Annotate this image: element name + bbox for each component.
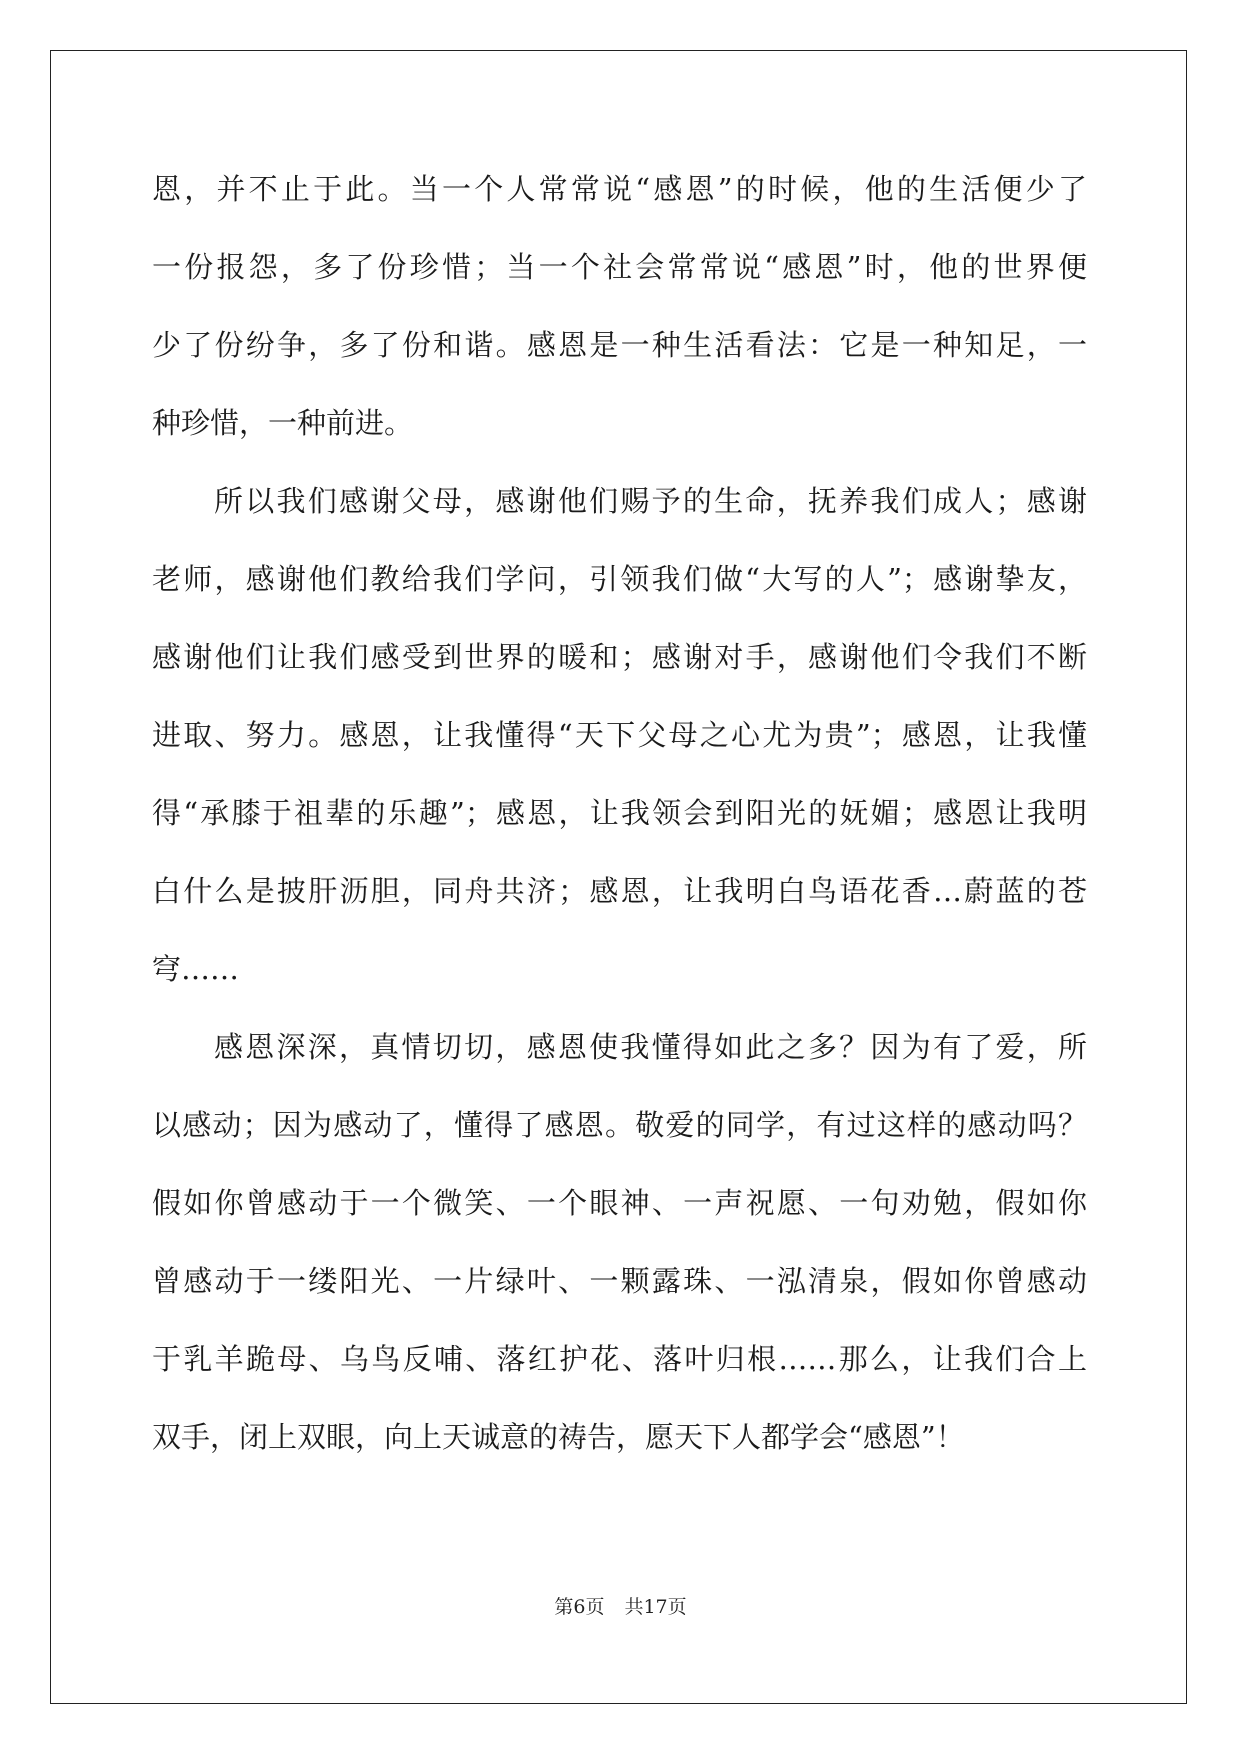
text-line: 于乳羊跪母、乌鸟反哺、落红护花、落叶归根……那么，让我们合上 xyxy=(152,1342,1087,1376)
text-line: 感恩深深，真情切切，感恩使我懂得如此之多？因为有了爱，所 xyxy=(214,1030,1087,1064)
page-footer xyxy=(0,1592,1241,1619)
text-line: 进取、努力。感恩，让我懂得“天下父母之心尤为贵”；感恩，让我懂 xyxy=(152,718,1087,752)
text-line: 一份报怨，多了份珍惜；当一个社会常常说“感恩”时，他的世界便 xyxy=(152,250,1087,284)
text-line: 曾感动于一缕阳光、一片绿叶、一颗露珠、一泓清泉，假如你曾感动 xyxy=(152,1264,1087,1298)
page-number: 第6页 xyxy=(554,1596,605,1618)
page-total: 共17页 xyxy=(624,1596,687,1618)
text-line: 所以我们感谢父母，感谢他们赐予的生命，抚养我们成人；感谢 xyxy=(214,484,1087,518)
text-line: 感谢他们让我们感受到世界的暖和；感谢对手，感谢他们令我们不断 xyxy=(152,640,1087,674)
text-line: 以感动；因为感动了，懂得了感恩。敬爱的同学，有过这样的感动吗？ xyxy=(152,1108,1087,1142)
text-line: 假如你曾感动于一个微笑、一个眼神、一声祝愿、一句劝勉，假如你 xyxy=(152,1186,1087,1220)
text-line: 少了份纷争，多了份和谐。感恩是一种生活看法：它是一种知足，一 xyxy=(152,328,1087,362)
text-line: 得“承膝于祖辈的乐趣”；感恩，让我领会到阳光的妩媚；感恩让我明 xyxy=(152,796,1087,830)
text-line: 种珍惜，一种前进。 xyxy=(152,406,414,440)
text-line: 老师，感谢他们教给我们学问，引领我们做“大写的人”；感谢挚友， xyxy=(152,562,1087,596)
text-line: 双手，闭上双眼，向上天诚意的祷告，愿天下人都学会“感恩”！ xyxy=(152,1420,965,1454)
document-body xyxy=(152,150,1087,1476)
text-line: 恩，并不止于此。当一个人常常说“感恩”的时候，他的生活便少了 xyxy=(152,172,1087,206)
text-line: 穹…… xyxy=(152,952,240,986)
text-line: 白什么是披肝沥胆，同舟共济；感恩，让我明白鸟语花香…蔚蓝的苍 xyxy=(152,874,1087,908)
